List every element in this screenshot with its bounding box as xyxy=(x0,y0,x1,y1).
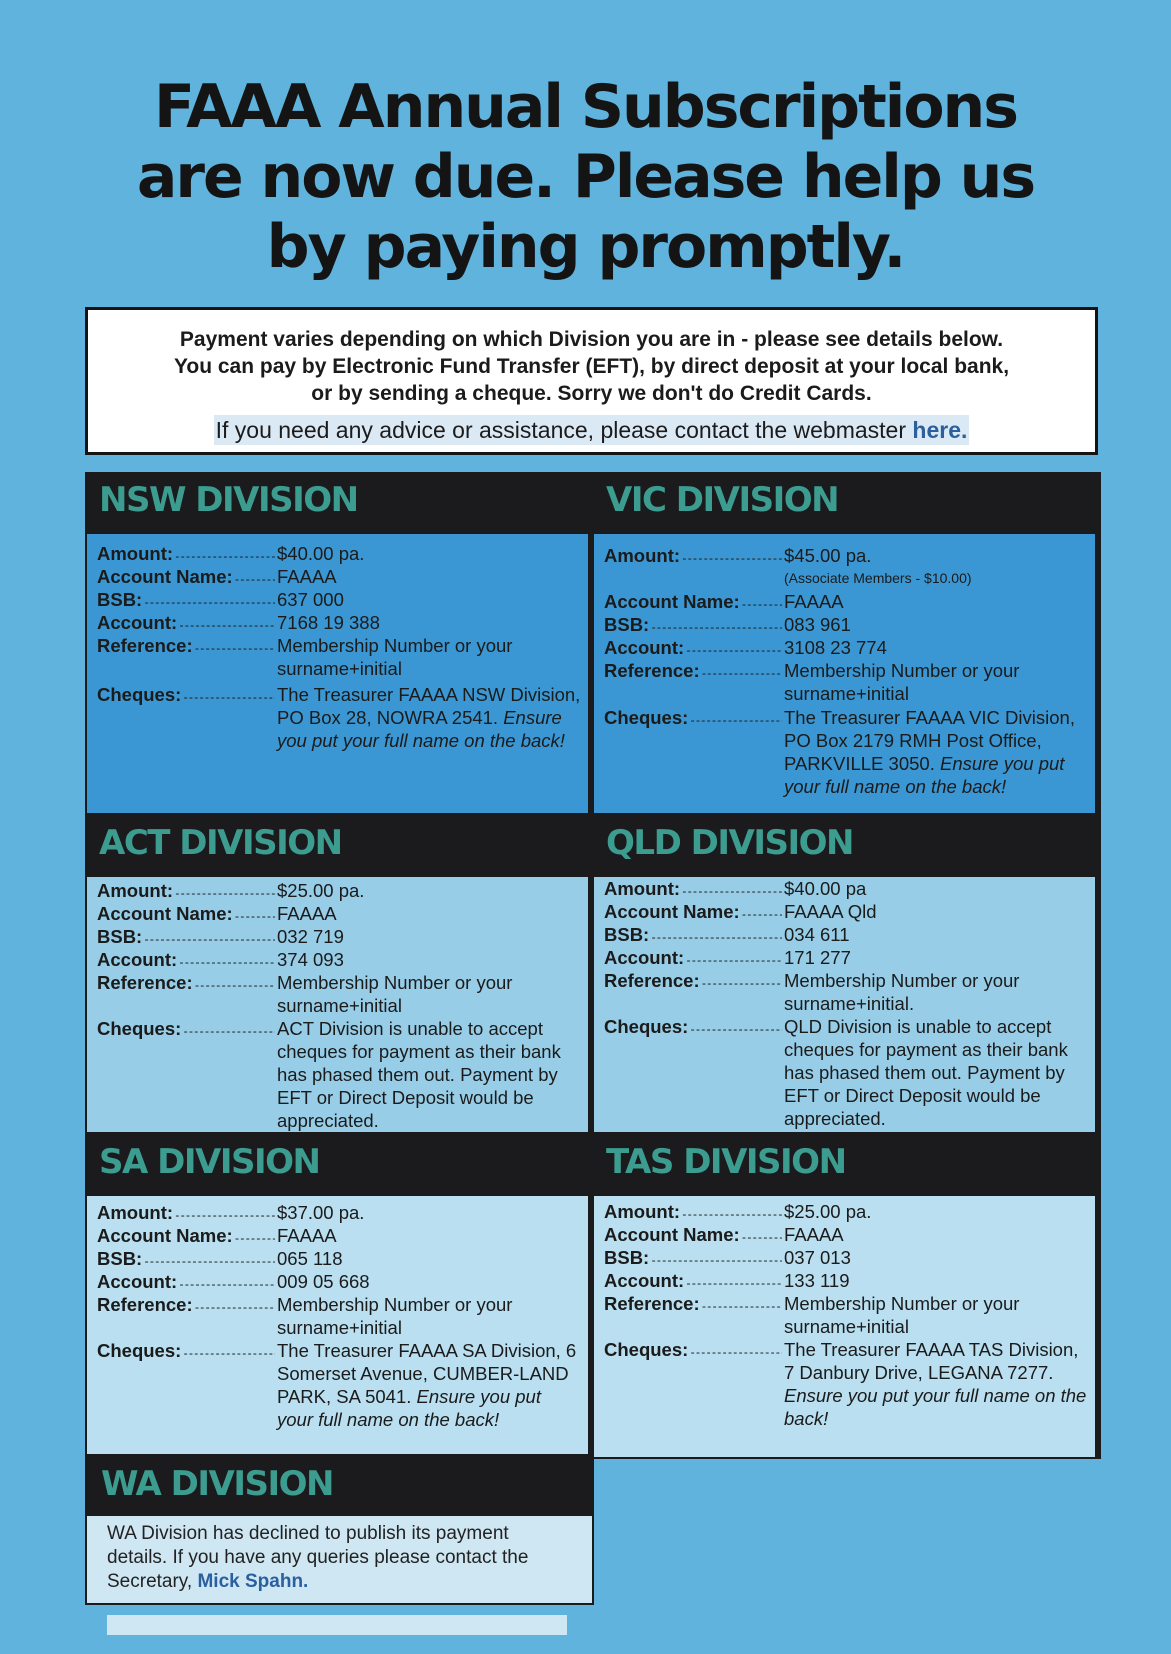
amount-label: Amount: - - - xyxy=(97,1201,275,1227)
nsw-account-name: FAAAA xyxy=(277,566,337,587)
act-account-name: FAAAA xyxy=(277,903,337,924)
qld-cheques: QLD Division is unable to accept cheques for payment as their bank has phased them out. Payment by EFT or Direct Deposit would be appreciated. xyxy=(784,1016,1068,1129)
vic-cheques-text: The Treasurer FAAAA VIC Division, PO Box 2179 RMH Post Office, PARKVILLE 3050. xyxy=(784,707,1075,774)
intro-box xyxy=(85,307,1098,455)
amount-label: Amount: - - - xyxy=(604,1200,782,1226)
cheques-label: Cheques: - - - xyxy=(604,1015,782,1041)
webmaster-link[interactable]: here. xyxy=(912,417,968,443)
wa-highlight-strip xyxy=(107,1615,567,1635)
tas-division xyxy=(592,1134,1097,1459)
reference-label: Reference: - - - xyxy=(604,1292,782,1318)
act-account: 374 093 xyxy=(277,949,344,970)
vic-division-heading: VIC DIVISION xyxy=(606,480,839,520)
wa-division-details xyxy=(87,1516,592,1603)
reference-label: Reference: - - - xyxy=(604,969,782,995)
bsb-label: BSB: - - - xyxy=(97,1247,275,1273)
act-division-details xyxy=(87,877,588,1132)
tas-cheques-text: The Treasurer FAAAA TAS Division, 7 Danbury Drive, LEGANA 7277. xyxy=(784,1339,1079,1383)
account-name-label: Account Name: - - - xyxy=(604,900,782,926)
qld-account: 171 277 xyxy=(784,947,851,968)
nsw-account: 7168 19 388 xyxy=(277,612,380,633)
amount-label: Amount: - - - xyxy=(604,877,782,903)
account-label: Account: - - - xyxy=(97,948,275,974)
qld-reference: Membership Number or your surname+initial. xyxy=(784,970,1020,1014)
qld-division-details xyxy=(594,877,1095,1132)
vic-account-name: FAAAA xyxy=(784,591,844,612)
tas-division-details xyxy=(594,1196,1095,1457)
tas-account-name: FAAAA xyxy=(784,1224,844,1245)
cheques-label: Cheques: - - - xyxy=(97,1339,275,1365)
sa-amount: $37.00 pa. xyxy=(277,1202,365,1223)
account-name-label: Account Name: - - - xyxy=(97,1224,275,1250)
nsw-reference: Membership Number or your surname+initial xyxy=(277,635,513,679)
act-reference: Membership Number or your surname+initial xyxy=(277,972,513,1016)
vic-amount: $45.00 pa. xyxy=(784,545,872,566)
nsw-cheques-note: Ensure you put your full name on the back! xyxy=(277,707,565,751)
title-line-1: FAAA Annual Subscriptions xyxy=(154,72,1017,142)
wa-text-body: WA Division has declined to publish its payment details. If you have any queries please contact the Secretary, xyxy=(107,1523,529,1592)
qld-account-name: FAAAA Qld xyxy=(784,901,877,922)
nsw-division-details xyxy=(87,534,588,813)
vic-reference: Membership Number or your surname+initial xyxy=(784,660,1020,704)
assist-text-body: If you need any advice or assistance, please contact the webmaster xyxy=(215,417,913,443)
tas-bsb: 037 013 xyxy=(784,1247,851,1268)
bsb-label: BSB: - - - xyxy=(604,1246,782,1272)
qld-bsb: 034 611 xyxy=(784,924,850,945)
intro-line-3: or by sending a cheque. Sorry we don't do Credit Cards. xyxy=(311,382,872,405)
sa-account: 009 05 668 xyxy=(277,1271,370,1292)
sa-cheques xyxy=(277,1339,582,1431)
page-title xyxy=(60,72,1111,282)
vic-amount-note: (Associate Members - $10.00) xyxy=(784,570,972,586)
vic-division xyxy=(592,472,1097,815)
reference-label: Reference: - - - xyxy=(97,1293,275,1319)
account-name-label: Account Name: - - - xyxy=(604,1223,782,1249)
wa-division xyxy=(85,1454,594,1605)
account-label: Account: - - - xyxy=(97,611,275,637)
nsw-division-heading: NSW DIVISION xyxy=(99,480,358,520)
secretary-link[interactable]: Mick Spahn. xyxy=(197,1571,309,1592)
account-label: Account: - - - xyxy=(604,636,782,662)
qld-division xyxy=(592,815,1097,1134)
wa-division-heading: WA DIVISION xyxy=(101,1464,333,1504)
tas-amount: $25.00 pa. xyxy=(784,1201,872,1222)
amount-label: Amount: - - - xyxy=(97,542,275,568)
nsw-division xyxy=(85,472,590,815)
act-division-heading: ACT DIVISION xyxy=(99,823,342,863)
cheques-label: Cheques: - - - xyxy=(97,683,275,709)
sa-division xyxy=(85,1134,590,1459)
amount-label: Amount: - - - xyxy=(604,544,782,570)
account-name-label: Account Name: - - - xyxy=(97,902,275,928)
account-name-label: Account Name: - - - xyxy=(97,565,275,591)
vic-cheques xyxy=(784,706,1089,798)
bsb-label: BSB: - - - xyxy=(97,588,275,614)
vic-bsb: 083 961 xyxy=(784,614,851,635)
sa-reference: Membership Number or your surname+initial xyxy=(277,1294,513,1338)
assist-text xyxy=(214,415,970,445)
divisions-grid xyxy=(85,472,1101,1459)
sa-cheques-text: The Treasurer FAAAA SA Division, 6 Somerset Avenue, CUMBER-LAND PARK, SA 5041. xyxy=(277,1340,577,1407)
reference-label: Reference: - - - xyxy=(97,634,275,660)
sa-cheques-note: Ensure you put your full name on the back! xyxy=(277,1386,541,1430)
account-name-label: Account Name: - - - xyxy=(604,590,782,616)
act-cheques: ACT Division is unable to accept cheques for payment as their bank has phased them out. Payment by EFT or Direct Deposit would be appreciated. xyxy=(277,1018,561,1131)
intro-line-1: Payment varies depending on which Division you are in - please see details below. xyxy=(179,328,1004,351)
cheques-label: Cheques: - - - xyxy=(97,1017,275,1043)
bsb-label: BSB: - - - xyxy=(604,613,782,639)
account-label: Account: - - - xyxy=(97,1270,275,1296)
sa-account-name: FAAAA xyxy=(277,1225,337,1246)
act-division xyxy=(85,815,590,1134)
wa-text xyxy=(107,1522,567,1594)
vic-account: 3108 23 774 xyxy=(784,637,887,658)
sa-division-details xyxy=(87,1196,588,1457)
bsb-label: BSB: - - - xyxy=(97,925,275,951)
reference-label: Reference: - - - xyxy=(97,971,275,997)
sa-bsb: 065 118 xyxy=(277,1248,343,1269)
reference-label: Reference: - - - xyxy=(604,659,782,685)
amount-label: Amount: - - - xyxy=(97,879,275,905)
cheques-label: Cheques: - - - xyxy=(604,1338,782,1364)
qld-division-heading: QLD DIVISION xyxy=(606,823,853,863)
title-line-2: are now due. Please help us xyxy=(136,142,1035,212)
nsw-bsb: 637 000 xyxy=(277,589,344,610)
intro-line-2: You can pay by Electronic Fund Transfer (EFT), by direct deposit at your local bank, xyxy=(173,355,1010,378)
vic-division-details xyxy=(594,534,1095,813)
nsw-amount: $40.00 pa. xyxy=(277,543,365,564)
tas-cheques-note: Ensure you put your full name on the back! xyxy=(784,1385,1087,1429)
cheques-label: Cheques: - - - xyxy=(604,706,782,732)
title-line-3: by paying promptly. xyxy=(266,212,905,282)
sa-division-heading: SA DIVISION xyxy=(99,1142,320,1182)
tas-reference: Membership Number or your surname+initial xyxy=(784,1293,1020,1337)
account-label: Account: - - - xyxy=(604,946,782,972)
vic-cheques-note: Ensure you put your full name on the back! xyxy=(784,753,1065,797)
tas-account: 133 119 xyxy=(784,1270,850,1291)
nsw-cheques xyxy=(277,683,582,752)
act-bsb: 032 719 xyxy=(277,926,344,947)
bsb-label: BSB: - - - xyxy=(604,923,782,949)
tas-division-heading: TAS DIVISION xyxy=(606,1142,846,1182)
account-label: Account: - - - xyxy=(604,1269,782,1295)
nsw-cheques-text: The Treasurer FAAAA NSW Division, PO Box 28, NOWRA 2541. xyxy=(277,684,581,728)
act-amount: $25.00 pa. xyxy=(277,880,365,901)
tas-cheques xyxy=(784,1338,1089,1430)
qld-amount: $40.00 pa xyxy=(784,878,867,899)
